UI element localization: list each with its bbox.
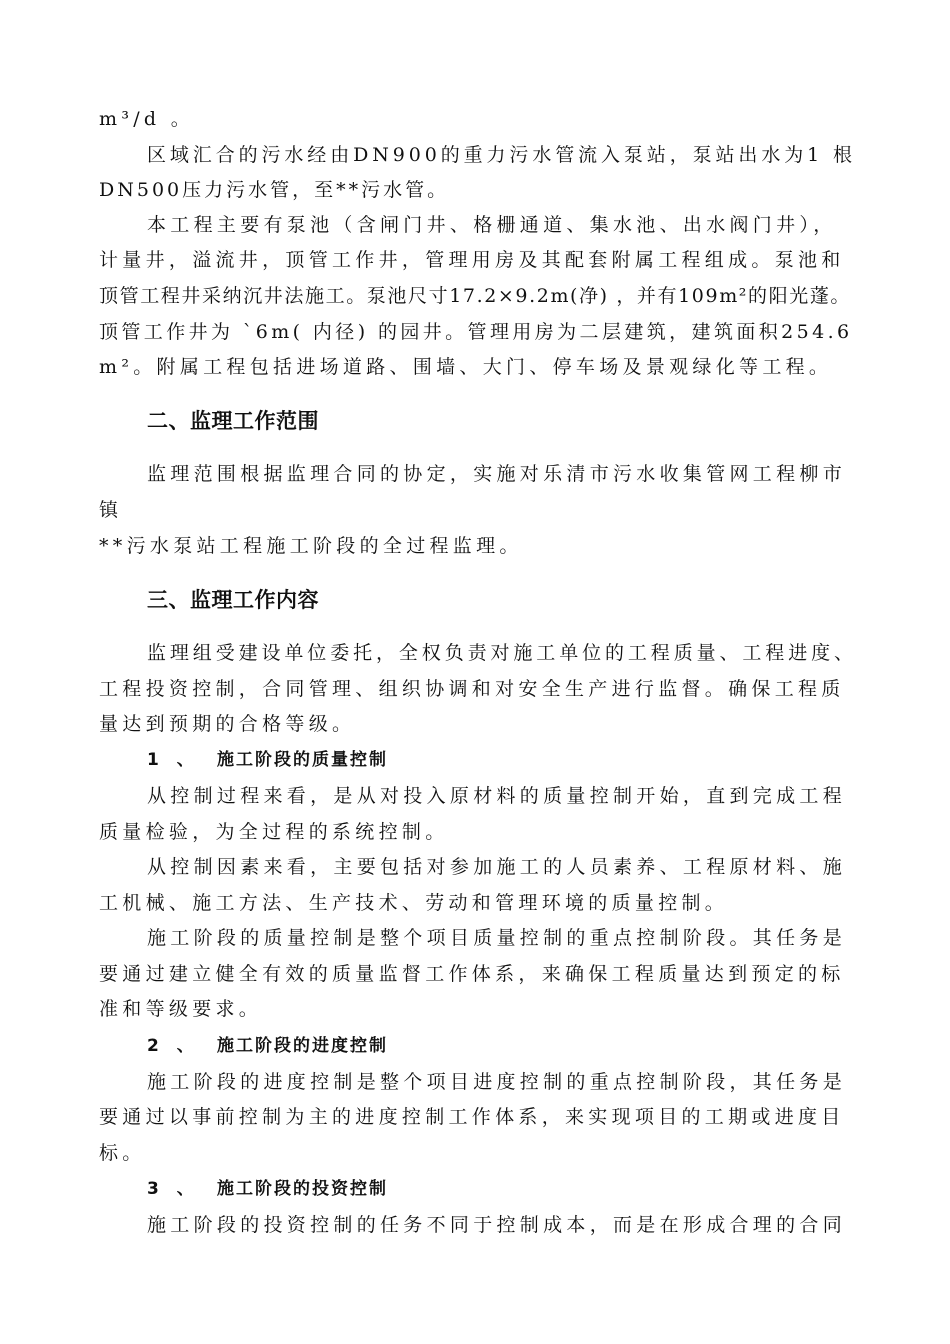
paragraph-line: 要通过建立健全有效的质量监督工作体系，来确保工程质量达到预定的标 — [99, 963, 845, 985]
subsection-heading — [147, 1178, 388, 1200]
subsection-number: 1 、 — [147, 750, 200, 770]
subsection-number: 2 、 — [147, 1036, 200, 1056]
paragraph-line: 量达到预期的合格等级。 — [99, 713, 356, 735]
subsection-heading — [147, 749, 388, 771]
paragraph-line: 镇 — [99, 499, 123, 521]
subsection-title: 施工阶段的质量控制 — [217, 750, 388, 770]
paragraph-line: 标。 — [99, 1142, 146, 1164]
paragraph-line: 准和等级要求。 — [99, 998, 263, 1020]
subsection-number: 3 、 — [147, 1179, 200, 1199]
paragraph-line: 要通过以事前控制为主的进度控制工作体系，来实现项目的工期或进度目 — [99, 1106, 845, 1128]
paragraph-line: 监理组受建设单位委托，全权负责对施工单位的工程质量、工程进度、 — [147, 642, 857, 664]
paragraph-line: m²。附属工程包括进场道路、围墙、大门、停车场及景观绿化等工程。 — [99, 356, 833, 378]
paragraph-line: 从控制因素来看，主要包括对参加施工的人员素养、工程原材料、施 — [147, 856, 847, 878]
subsection-heading — [147, 1035, 388, 1057]
paragraph-line: m³/d 。 — [99, 108, 195, 130]
paragraph-line: 施工阶段的质量控制是整个项目质量控制的重点控制阶段。其任务是 — [147, 927, 847, 949]
paragraph-line: 质量检验，为全过程的系统控制。 — [99, 821, 449, 843]
paragraph-line: 监理范围根据监理合同的协定，实施对乐清市污水收集管网工程柳市 — [147, 463, 847, 485]
subsection-title: 施工阶段的进度控制 — [217, 1036, 388, 1056]
paragraph-line: 本工程主要有泵池（含闸门井、格栅通道、集水池、出水阀门井）， — [147, 214, 837, 236]
paragraph-line: 区域汇合的污水经由DN900的重力污水管流入泵站，泵站出水为1 根 — [147, 144, 856, 166]
paragraph-line: **污水泵站工程施工阶段的全过程监理。 — [99, 535, 523, 557]
paragraph-line: DN500压力污水管，至**污水管。 — [99, 179, 450, 201]
paragraph-line: 从控制过程来看，是从对投入原材料的质量控制开始，直到完成工程 — [147, 785, 847, 807]
paragraph-line: 顶管工作井为 `6m( 内径) 的园井。管理用房为二层建筑，建筑面积254.6 — [99, 321, 853, 343]
paragraph-line: 顶管工程井采纳沉井法施工。泵池尺寸17.2×9.2m(净) ，并有109m²的阳光蓬。 — [99, 285, 852, 307]
paragraph-line: 计量井，溢流井，顶管工作井，管理用房及其配套附属工程组成。泵池和 — [99, 249, 845, 271]
section-heading: 三、监理工作内容 — [147, 588, 319, 612]
subsection-title: 施工阶段的投资控制 — [217, 1179, 388, 1199]
paragraph-line: 工机械、施工方法、生产技术、劳动和管理环境的质量控制。 — [99, 892, 729, 914]
paragraph-line: 工程投资控制，合同管理、组织协调和对安全生产进行监督。确保工程质 — [99, 678, 845, 700]
paragraph-line: 施工阶段的进度控制是整个项目进度控制的重点控制阶段，其任务是 — [147, 1071, 847, 1093]
section-heading: 二、监理工作范围 — [147, 409, 319, 433]
paragraph-line: 施工阶段的投资控制的任务不同于控制成本，而是在形成合理的合同 — [147, 1214, 847, 1236]
